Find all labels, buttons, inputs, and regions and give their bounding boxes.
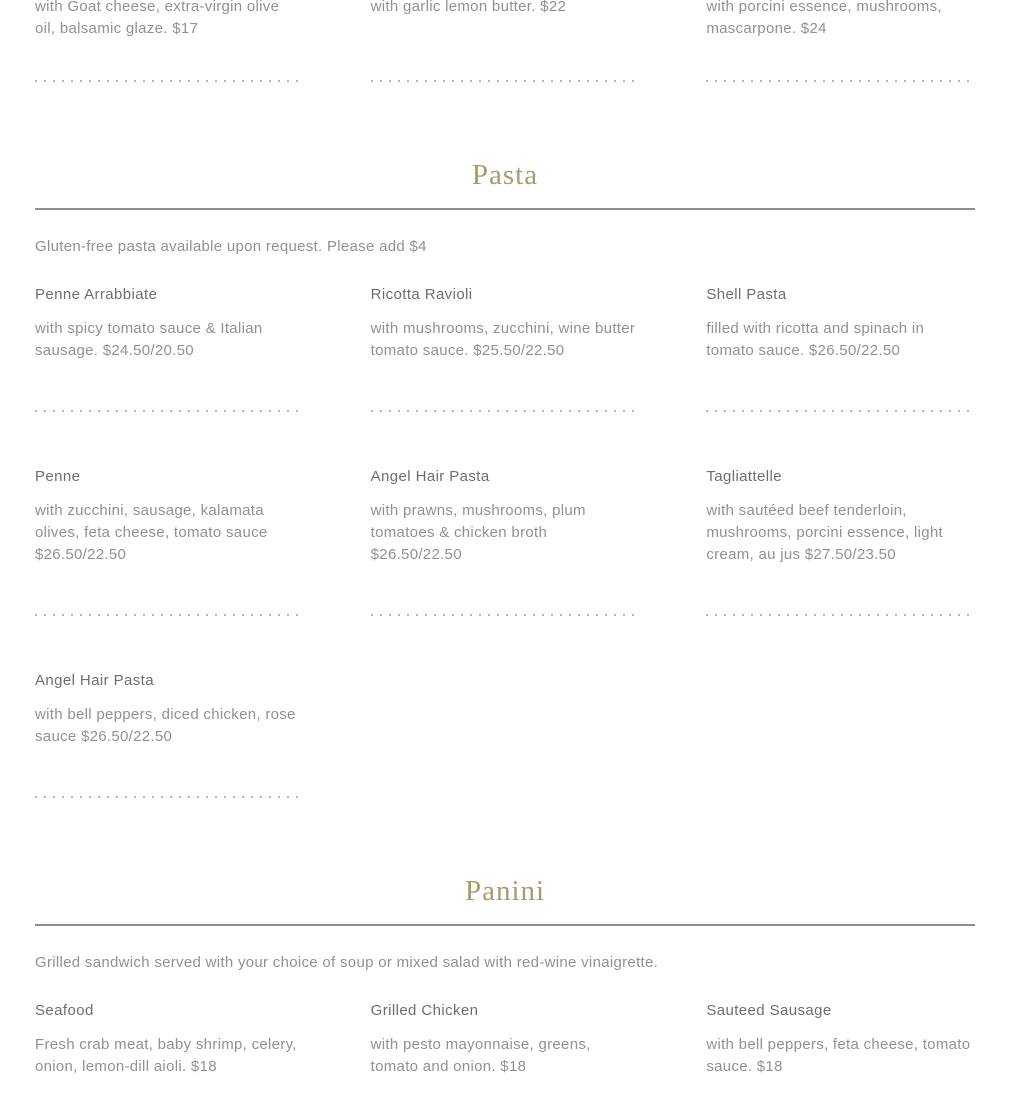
top-partial-row bbox=[35, 0, 975, 82]
menu-item bbox=[371, 1000, 640, 1094]
menu-item-description: with porcini essence, mushrooms, mascarpone. $24 bbox=[706, 0, 942, 37]
menu-item-title: Ricotta Ravioli bbox=[370, 286, 473, 303]
menu-item-title: Shell Pasta bbox=[706, 286, 787, 303]
menu-item-description: with Goat cheese, extra-virgin olive oil, balsamic glaze. $17 bbox=[35, 0, 280, 37]
menu-item bbox=[35, 670, 304, 798]
section-rule bbox=[35, 924, 975, 926]
menu-item bbox=[706, 284, 975, 412]
menu-item-description: Fresh crab meat, baby shrimp, celery, onion, lemon-dill aioli. $18 bbox=[35, 1036, 297, 1075]
section-note: Gluten-free pasta available upon request. Please add $4 bbox=[35, 238, 427, 255]
empty-cell bbox=[371, 670, 640, 798]
menu-item bbox=[706, 466, 975, 616]
menu-item-description: filled with ricotta and spinach in tomato sauce. $26.50/22.50 bbox=[706, 320, 925, 359]
menu-item bbox=[706, 0, 975, 82]
menu-item-title: Penne bbox=[35, 468, 81, 485]
menu-item-description: with mushrooms, zucchini, wine butter tomato sauce. $25.50/22.50 bbox=[370, 320, 636, 359]
menu-item-description: with spicy tomato sauce & Italian sausage. $24.50/20.50 bbox=[35, 320, 263, 359]
panini-items-grid bbox=[35, 1000, 975, 1094]
section-panini bbox=[35, 874, 975, 1094]
section-note: Grilled sandwich served with your choice of soup or mixed salad with red-wine vinaigrette. bbox=[35, 954, 659, 971]
section-pasta bbox=[35, 158, 975, 798]
menu-item-description: with pesto mayonnaise, greens, tomato and onion. $18 bbox=[370, 1036, 591, 1075]
dotted-divider bbox=[706, 1078, 975, 1094]
menu-item-description: with prawns, mushrooms, plum tomatoes & chicken broth $26.50/22.50 bbox=[370, 502, 586, 563]
pasta-items-grid bbox=[35, 284, 975, 798]
menu-item-description: with bell peppers, feta cheese, tomato sauce. $18 bbox=[706, 1036, 971, 1075]
menu-item-title: Tagliattelle bbox=[706, 468, 783, 485]
dotted-divider bbox=[371, 40, 640, 82]
menu-item bbox=[371, 0, 640, 82]
menu-item bbox=[35, 284, 304, 412]
menu-item bbox=[371, 284, 640, 412]
dotted-divider bbox=[371, 362, 640, 412]
dotted-divider bbox=[371, 1078, 640, 1094]
menu-item-description: with bell peppers, diced chicken, rose sauce $26.50/22.50 bbox=[35, 706, 296, 745]
menu-item-description: with garlic lemon butter. $22 bbox=[370, 0, 567, 15]
dotted-divider bbox=[35, 748, 304, 798]
empty-cell bbox=[706, 670, 975, 798]
menu-item bbox=[35, 1000, 304, 1094]
menu-item-title: Angel Hair Pasta bbox=[35, 672, 154, 689]
menu-item bbox=[35, 466, 304, 616]
menu-item bbox=[706, 1000, 975, 1094]
menu-item bbox=[371, 466, 640, 616]
section-rule bbox=[35, 208, 975, 210]
menu-item-title: Penne Arrabbiate bbox=[35, 286, 158, 303]
section-title: Panini bbox=[464, 875, 546, 907]
dotted-divider bbox=[706, 362, 975, 412]
section-title: Pasta bbox=[471, 159, 539, 191]
menu-item-title: Seafood bbox=[35, 1002, 94, 1019]
dotted-divider bbox=[371, 566, 640, 616]
menu-item-title: Sauteed Sausage bbox=[706, 1002, 832, 1019]
dotted-divider bbox=[35, 362, 304, 412]
dotted-divider bbox=[35, 1078, 304, 1094]
menu-item bbox=[35, 0, 304, 82]
dotted-divider bbox=[35, 566, 304, 616]
menu-item-description: with zucchini, sausage, kalamata olives, feta cheese, tomato sauce $26.50/22.50 bbox=[35, 502, 268, 563]
menu-item-title: Angel Hair Pasta bbox=[370, 468, 490, 485]
dotted-divider bbox=[706, 566, 975, 616]
dotted-divider bbox=[706, 40, 975, 82]
menu-item-title: Grilled Chicken bbox=[370, 1002, 479, 1019]
dotted-divider bbox=[35, 40, 304, 82]
menu-item-description: with sautéed beef tenderloin, mushrooms, porcini essence, light cream, au jus $27.50/23.50 bbox=[706, 502, 943, 563]
